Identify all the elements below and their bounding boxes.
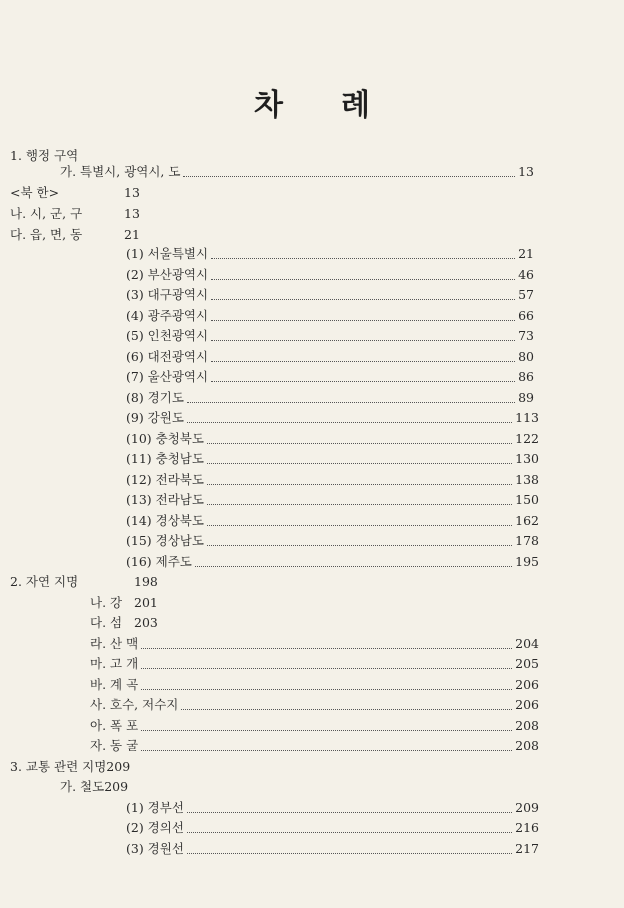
toc-page-number: 13 [518, 164, 534, 179]
toc-page-number: 162 [515, 513, 539, 528]
toc-entry-label: 다. 섬 [90, 615, 123, 630]
toc-entry-label: <북 한> [10, 185, 60, 200]
page-title [0, 80, 624, 124]
toc-entry-label: 자. 동 굴 [90, 738, 139, 753]
toc-entry-label: (13) 전라남도 [126, 492, 204, 507]
toc-entry-label: (10) 충청북도 [126, 431, 204, 446]
toc-entry [126, 490, 539, 510]
toc-entry-label: (4) 광주광역시 [126, 308, 209, 323]
toc-page-number: 13 [124, 185, 140, 200]
toc-page-number: 86 [518, 369, 534, 384]
toc-entry [90, 634, 539, 654]
toc-entry-label: 가. 특별시, 광역시, 도 [60, 164, 181, 179]
toc-page-number: 198 [134, 574, 158, 589]
toc-page-number: 209 [515, 800, 539, 815]
toc-entry-label: 마. 고 개 [90, 656, 139, 671]
toc-entry [126, 388, 534, 408]
toc-entry-label: (9) 강원도 [126, 410, 184, 425]
toc-entry [126, 408, 539, 428]
toc-page-number: 89 [518, 390, 534, 405]
toc-entry-label: (15) 경상남도 [126, 533, 204, 548]
toc-entry-label: 가. 철도 [60, 779, 105, 794]
dot-leader [211, 298, 515, 300]
toc-section-heading [10, 757, 130, 777]
toc-entry [60, 777, 128, 797]
toc-entry [90, 593, 158, 613]
toc-entry [10, 183, 140, 203]
toc-entry-label: (14) 경상북도 [126, 513, 204, 528]
toc-page-number: 21 [124, 227, 140, 242]
dot-leader [141, 667, 512, 669]
dot-leader [207, 462, 512, 464]
toc-entry [60, 162, 534, 182]
toc-page-number: 66 [518, 308, 534, 323]
toc-entry-label: (5) 인천광역시 [126, 328, 209, 343]
dot-leader [211, 360, 515, 362]
dot-leader [207, 442, 512, 444]
dot-leader [141, 647, 512, 649]
toc-entry [126, 285, 534, 305]
toc-entry [90, 613, 158, 633]
dot-leader [195, 565, 512, 567]
toc-entry-label: (7) 울산광역시 [126, 369, 209, 384]
toc-entry [126, 839, 539, 859]
toc-page-number: 208 [515, 718, 539, 733]
toc-page-number: 217 [515, 841, 539, 856]
dot-leader [211, 319, 515, 321]
toc-page-number: 130 [515, 451, 539, 466]
toc-entry [90, 736, 539, 756]
toc-entry-label: 사. 호수, 저수지 [90, 697, 179, 712]
toc-entry-label: 라. 산 맥 [90, 636, 139, 651]
toc-page-number: 73 [518, 328, 534, 343]
toc-entry [126, 429, 539, 449]
toc-entry-label: (8) 경기도 [126, 390, 184, 405]
toc-page-number: 80 [518, 349, 534, 364]
toc-page-number: 204 [515, 636, 539, 651]
toc-page-number: 122 [515, 431, 539, 446]
toc-entry [126, 306, 534, 326]
toc-entry [90, 716, 539, 736]
toc-page-number: 216 [515, 820, 539, 835]
dot-leader [141, 749, 512, 751]
toc-entry-label: 3. 교통 관련 지명 [10, 759, 107, 774]
toc-entry-label: (1) 경부선 [126, 800, 184, 815]
toc-page-number: 13 [124, 206, 140, 221]
dot-leader [207, 503, 512, 505]
toc-entry [126, 449, 539, 469]
toc-entry-label: 나. 시, 군, 구 [10, 206, 83, 221]
toc-entry [126, 326, 534, 346]
dot-leader [141, 688, 512, 690]
dot-leader [207, 483, 512, 485]
toc-entry-label: (16) 제주도 [126, 554, 192, 569]
dot-leader [211, 278, 515, 280]
toc-entry-label: (1) 서울특별시 [126, 246, 209, 261]
toc-page-number: 206 [515, 677, 539, 692]
toc-entry-label: 다. 읍, 면, 동 [10, 227, 83, 242]
dot-leader [187, 811, 512, 813]
dot-leader [187, 401, 515, 403]
dot-leader [207, 544, 512, 546]
toc-page-number: 21 [518, 246, 534, 261]
toc-entry [126, 798, 539, 818]
toc-page-number: 201 [134, 595, 158, 610]
toc-entry [126, 470, 539, 490]
dot-leader [187, 852, 512, 854]
toc-entry [10, 204, 140, 224]
toc-entry-label: 나. 강 [90, 595, 123, 610]
toc-entry-label: (11) 충청남도 [126, 451, 204, 466]
toc-entry [10, 225, 140, 245]
toc-page-number: 178 [515, 533, 539, 548]
toc-entry-label: 2. 자연 지명 [10, 574, 79, 589]
toc-entry [126, 244, 534, 264]
toc-entry-label: (3) 대구광역시 [126, 287, 209, 302]
toc-entry-label: 1. 행정 구역 [10, 148, 79, 163]
toc-entry-label: 아. 폭 포 [90, 718, 139, 733]
toc-entry [90, 654, 539, 674]
toc-page-number: 209 [104, 779, 129, 794]
toc-page-number: 46 [518, 267, 534, 282]
dot-leader [211, 257, 515, 259]
dot-leader [187, 421, 512, 423]
toc-entry [90, 675, 539, 695]
toc-entry-label: (3) 경원선 [126, 841, 184, 856]
toc-entry-label: (2) 부산광역시 [126, 267, 209, 282]
toc-page-number: 203 [134, 615, 158, 630]
toc-entry [126, 511, 539, 531]
toc-entry-label: (12) 전라북도 [126, 472, 204, 487]
toc-entry [126, 818, 539, 838]
toc-page-number: 150 [515, 492, 539, 507]
toc-page-number: 113 [515, 410, 539, 425]
dot-leader [181, 708, 512, 710]
toc-page-number: 206 [515, 697, 539, 712]
toc-entry [126, 347, 534, 367]
toc-page-number: 138 [515, 472, 539, 487]
toc-page-number: 205 [515, 656, 539, 671]
toc-page-number: 208 [515, 738, 539, 753]
dot-leader [141, 729, 512, 731]
toc-entry [126, 552, 539, 572]
toc-entry-label: 바. 계 곡 [90, 677, 139, 692]
toc-page-number: 209 [106, 759, 131, 774]
dot-leader [183, 175, 515, 177]
toc-entry-label: (2) 경의선 [126, 820, 184, 835]
toc-entry [90, 695, 539, 715]
toc-entry [126, 265, 534, 285]
toc-entry [126, 367, 534, 387]
toc-page-number: 195 [515, 554, 539, 569]
dot-leader [207, 524, 512, 526]
toc-page-number: 57 [518, 287, 534, 302]
dot-leader [211, 380, 515, 382]
toc-section-heading [10, 572, 158, 592]
toc-entry [126, 531, 539, 551]
title-char-1: 차 [254, 88, 283, 123]
toc-entry-label: (6) 대전광역시 [126, 349, 209, 364]
title-char-2: 례 [341, 88, 370, 123]
dot-leader [211, 339, 515, 341]
dot-leader [187, 831, 512, 833]
